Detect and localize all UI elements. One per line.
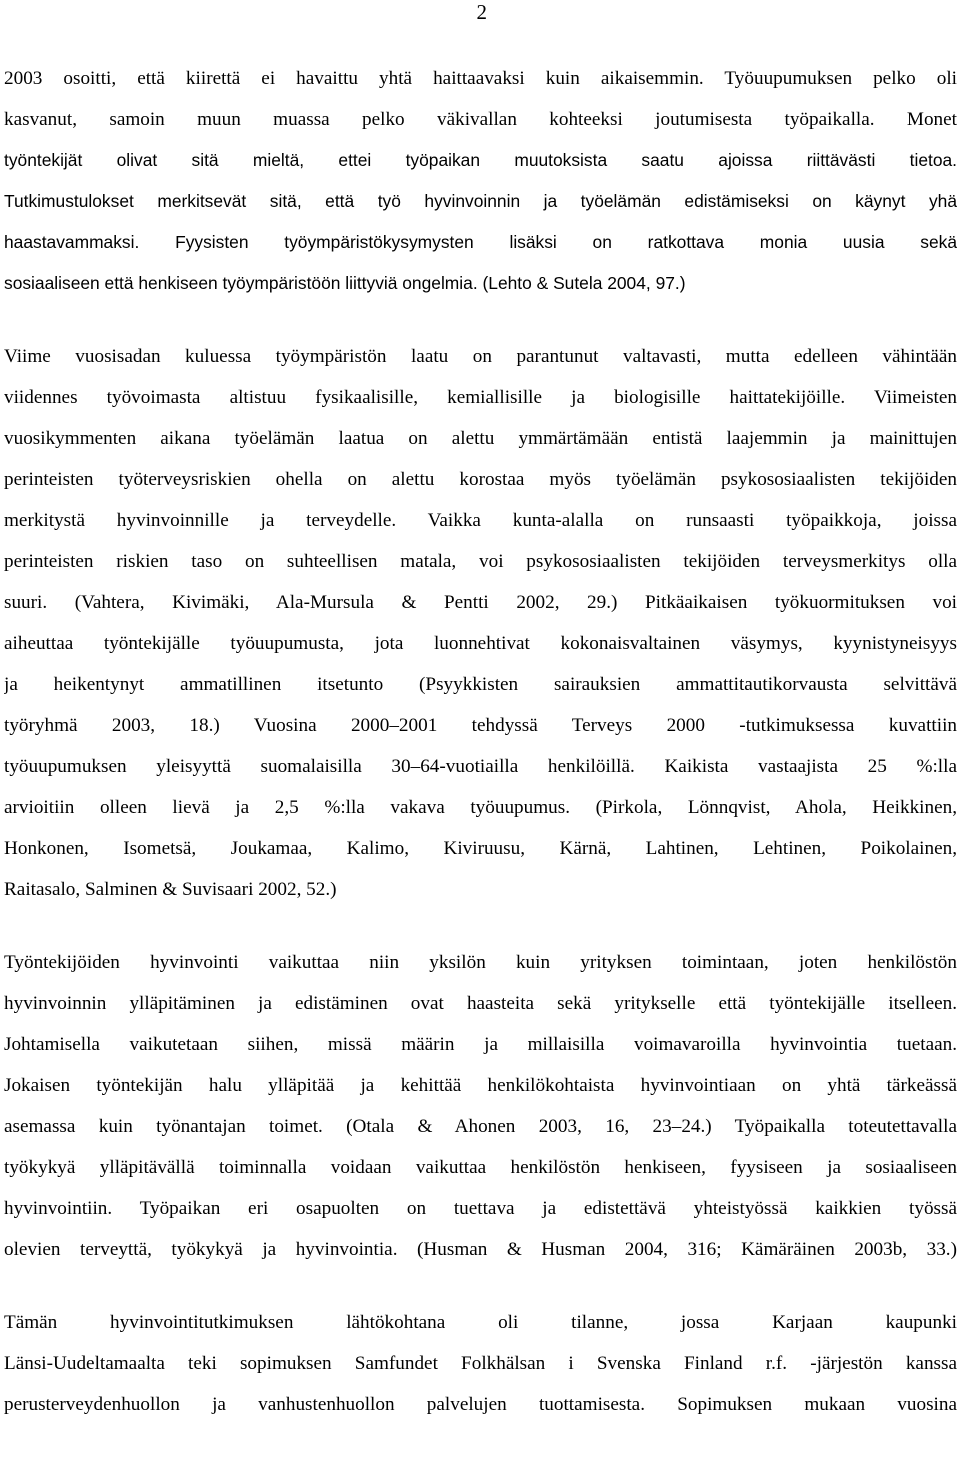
text-line: sosiaaliseen että henkiseen työympäristöön liittyviä ongelmia. (Lehto & Sutela 2004, 97.) (4, 273, 686, 293)
text-line: perinteisten työterveysriskien ohella on alettu korostaa myös työelämän psykososiaalisten tekijöiden (4, 469, 957, 490)
text-line: Viime vuosisadan kuluessa työympäristön laatu on parantunut valtavasti, mutta edelleen vähintään (4, 346, 957, 367)
paragraph-4 (4, 1302, 957, 1425)
body-text (4, 58, 957, 1457)
paragraph-3 (4, 942, 957, 1270)
text-line: Honkonen, Isometsä, Joukamaa, Kalimo, Kiviruusu, Kärnä, Lahtinen, Lehtinen, Poikolainen, (4, 838, 957, 859)
text-line: perinteisten riskien taso on suhteellisen matala, voi psykososiaalisten tekijöiden terveysmerkitys olla (4, 551, 957, 572)
text-line: perusterveydenhuollon ja vanhustenhuollon palvelujen tuottamisesta. Sopimuksen mukaan vuosina (4, 1394, 957, 1415)
text-line: Länsi-Uudeltamaalta teki sopimuksen Samfundet Folkhälsan i Svenska Finland r.f. -järjestön kanssa (4, 1353, 957, 1374)
text-line: Raitasalo, Salminen & Suvisaari 2002, 52.) (4, 879, 337, 900)
text-line: 2003 osoitti, että kiirettä ei havaittu yhtä haittaavaksi kuin aikaisemmin. Työuupumuksen pelko oli (4, 68, 957, 89)
text-line: hyvinvointiin. Työpaikan eri osapuolten on tuettava ja edistettävä yhteistyössä kaikkien työssä (4, 1198, 957, 1219)
text-line: suuri. (Vahtera, Kivimäki, Ala-Mursula & Pentti 2002, 29.) Pitkäaikaisen työkuormituksen voi (4, 592, 957, 613)
text-line: merkitystä hyvinvoinnille ja terveydelle. Vaikka kunta-alalla on runsaasti työpaikkoja, joissa (4, 510, 957, 531)
text-line: työuupumuksen yleisyyttä suomalaisilla 30–64-vuotiailla henkilöillä. Kaikista vastaajista 25 %:lla (4, 756, 957, 777)
paragraph-1 (4, 58, 957, 304)
paragraph-2 (4, 336, 957, 910)
text-line: Johtamisella vaikutetaan siihen, missä määrin ja millaisilla voimavaroilla hyvinvointia tuetaan. (4, 1034, 957, 1055)
text-line: Tutkimustulokset merkitsevät sitä, että työ hyvinvoinnin ja työelämän edistämiseksi on käynyt yhä (4, 191, 957, 211)
text-line: asemassa kuin työnantajan toimet. (Otala & Ahonen 2003, 16, 23–24.) Työpaikalla toteutettavalla (4, 1116, 957, 1137)
text-line: haastavammaksi. Fyysisten työympäristökysymysten lisäksi on ratkottava monia uusia sekä (4, 232, 957, 252)
text-line: viidennes työvoimasta altistuu fysikaalisille, kemiallisille ja biologisille haittatekijöille. Viimeisten (4, 387, 957, 408)
text-line: työntekijät olivat sitä mieltä, ettei työpaikan muutoksista saatu ajoissa riittävästi tietoa. (4, 150, 957, 170)
text-line: olevien terveyttä, työkykyä ja hyvinvointia. (Husman & Husman 2004, 316; Kämäräinen 2003b, 33.) (4, 1239, 957, 1260)
text-line: kasvanut, samoin muun muassa pelko väkivallan kohteeksi joutumisesta työpaikalla. Monet (4, 109, 957, 130)
page-number: 2 (476, 0, 487, 24)
text-line: Jokaisen työntekijän halu ylläpitää ja kehittää henkilökohtaista hyvinvointiaan on yhtä tärkeässä (4, 1075, 957, 1096)
text-line: työryhmä 2003, 18.) Vuosina 2000–2001 tehdyssä Terveys 2000 -tutkimuksessa kuvattiin (4, 715, 957, 736)
text-line: ja heikentynyt ammatillinen itsetunto (Psyykkisten sairauksien ammattitautikorvausta selvittävä (4, 674, 957, 695)
text-line: arvioitiin olleen lievä ja 2,5 %:lla vakava työuupumus. (Pirkola, Lönnqvist, Ahola, Heikkinen, (4, 797, 957, 818)
text-line: Työntekijöiden hyvinvointi vaikuttaa niin yksilön kuin yrityksen toimintaan, joten henkilöstön (4, 952, 957, 973)
text-line: aiheuttaa työntekijälle työuupumusta, jota luonnehtivat kokonaisvaltainen väsymys, kyynistyneisyys (4, 633, 957, 654)
text-line: hyvinvoinnin ylläpitäminen ja edistäminen ovat haasteita sekä yritykselle että työntekijälle itselleen. (4, 993, 957, 1014)
text-line: työkykyä ylläpitävällä toiminnalla voidaan vaikuttaa henkilöstön henkiseen, fyysiseen ja sosiaaliseen (4, 1157, 957, 1178)
text-line: vuosikymmenten aikana työelämän laatua on alettu ymmärtämään entistä laajemmin ja mainittujen (4, 428, 957, 449)
text-line: Tämän hyvinvointitutkimuksen lähtökohtana oli tilanne, jossa Karjaan kaupunki (4, 1312, 957, 1333)
